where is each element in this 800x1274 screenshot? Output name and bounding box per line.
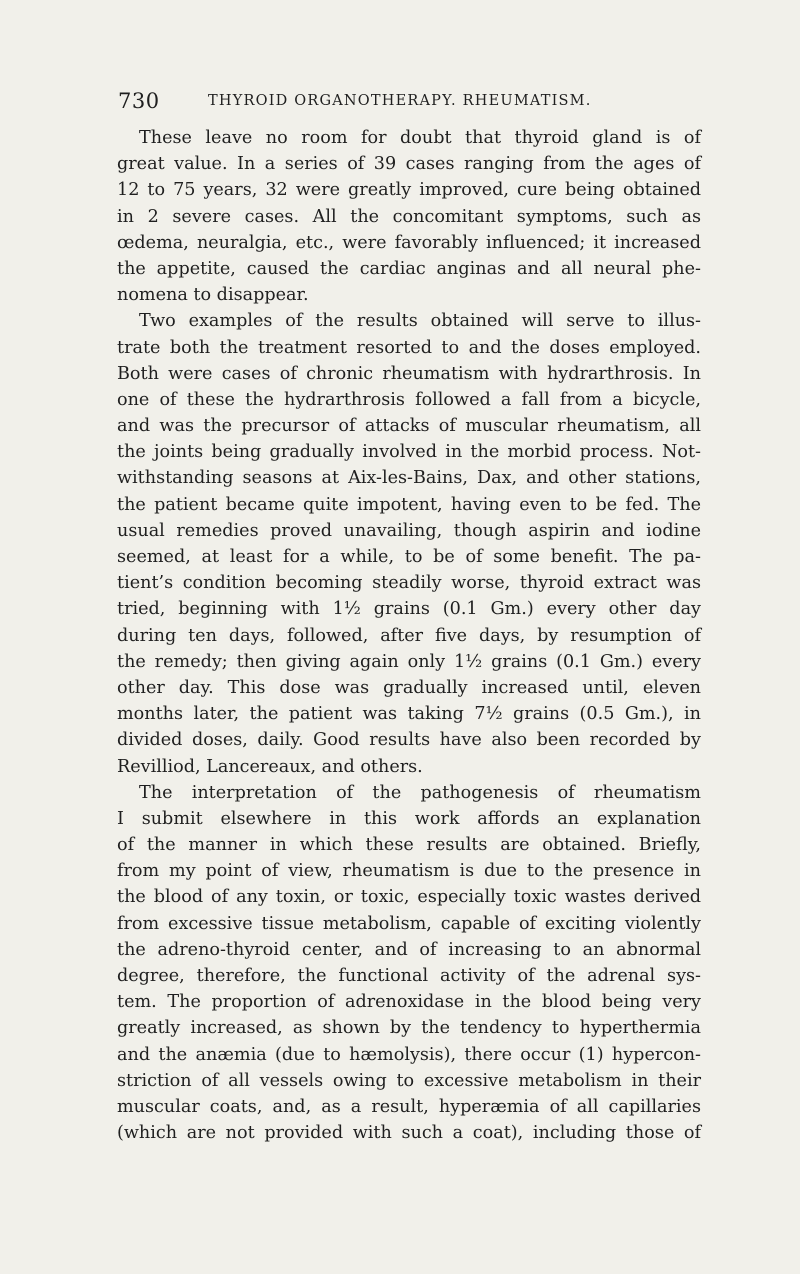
text-line: (which are not provided with such a coat), including those of: [117, 1123, 701, 1144]
text-line: 12 to 75 years, 32 were greatly improved, cure being obtained: [117, 180, 701, 201]
page-number: 730: [118, 89, 160, 113]
text-line: Both were cases of chronic rheumatism with hydrarthrosis. In: [117, 363, 701, 384]
text-line: degree, therefore, the functional activity of the adrenal sys-: [117, 966, 701, 986]
text-line: striction of all vessels owing to excessive metabolism in their: [117, 1070, 701, 1091]
text-line: nomena to disappear.: [117, 285, 309, 306]
text-line: of the manner in which these results are obtained. Briefly,: [117, 835, 701, 856]
text-line: trate both the treatment resorted to and the doses employed.: [117, 337, 701, 358]
text-line: the blood of any toxin, or toxic, especially toxic wastes derived: [117, 887, 701, 908]
text-line: tried, beginning with 1½ grains (0.1 Gm.) every other day: [117, 599, 701, 620]
body-text: [117, 125, 701, 1146]
text-line: œdema, neuralgia, etc., were favorably influenced; it increased: [117, 232, 701, 253]
text-line: seemed, at least for a while, to be of some benefit. The pa-: [117, 547, 701, 567]
text-line: during ten days, followed, after five days, by resumption of: [117, 625, 701, 646]
text-line: These leave no room for doubt that thyroid gland is of: [139, 128, 701, 148]
text-line: the appetite, caused the cardiac anginas and all neural phe-: [117, 258, 701, 279]
text-line: Two examples of the results obtained will serve to illus-: [139, 311, 701, 332]
text-line: and the anæmia (due to hæmolysis), there occur (1) hypercon-: [117, 1044, 701, 1065]
text-line: from my point of view, rheumatism is due to the presence in: [117, 861, 701, 882]
text-line: other day. This dose was gradually increased until, eleven: [117, 677, 701, 698]
text-line: the joints being gradually involved in the morbid process. Not-: [117, 442, 701, 463]
text-line: Revilliod, Lancereaux, and others.: [117, 756, 423, 777]
text-line: greatly increased, as shown by the tendency to hyperthermia: [117, 1018, 701, 1039]
text-line: divided doses, daily. Good results have also been recorded by: [117, 730, 701, 751]
text-line: months later, the patient was taking 7½ grains (0.5 Gm.), in: [117, 704, 701, 725]
text-line: tem. The proportion of adrenoxidase in the blood being very: [117, 992, 701, 1013]
text-line: the remedy; then giving again only 1½ grains (0.1 Gm.) every: [117, 651, 701, 672]
text-line: from excessive tissue metabolism, capable of exciting violently: [117, 913, 701, 934]
text-line: great value. In a series of 39 cases ranging from the ages of: [117, 154, 701, 175]
text-line: I submit elsewhere in this work affords an explanation: [117, 808, 701, 829]
text-line: one of these the hydrarthrosis followed a fall from a bicycle,: [117, 389, 701, 410]
text-line: in 2 severe cases. All the concomitant symptoms, such as: [117, 206, 701, 227]
text-line: the patient became quite impotent, having even to be fed. The: [117, 494, 701, 515]
text-line: usual remedies proved unavailing, though aspirin and iodine: [117, 520, 701, 541]
page-header: [118, 89, 708, 115]
running-head: THYROID ORGANOTHERAPY. RHEUMATISM.: [208, 93, 592, 109]
text-line: The interpretation of the pathogenesis of rheumatism: [139, 782, 701, 803]
text-line: withstanding seasons at Aix-les-Bains, Dax, and other stations,: [117, 468, 701, 489]
text-line: the adreno-thyroid center, and of increasing to an abnormal: [117, 939, 701, 960]
text-line: tient’s condition becoming steadily worse, thyroid extract was: [117, 573, 701, 594]
text-line: and was the precursor of attacks of muscular rheumatism, all: [117, 416, 701, 437]
text-line: muscular coats, and, as a result, hyperæmia of all capillaries: [117, 1096, 701, 1117]
